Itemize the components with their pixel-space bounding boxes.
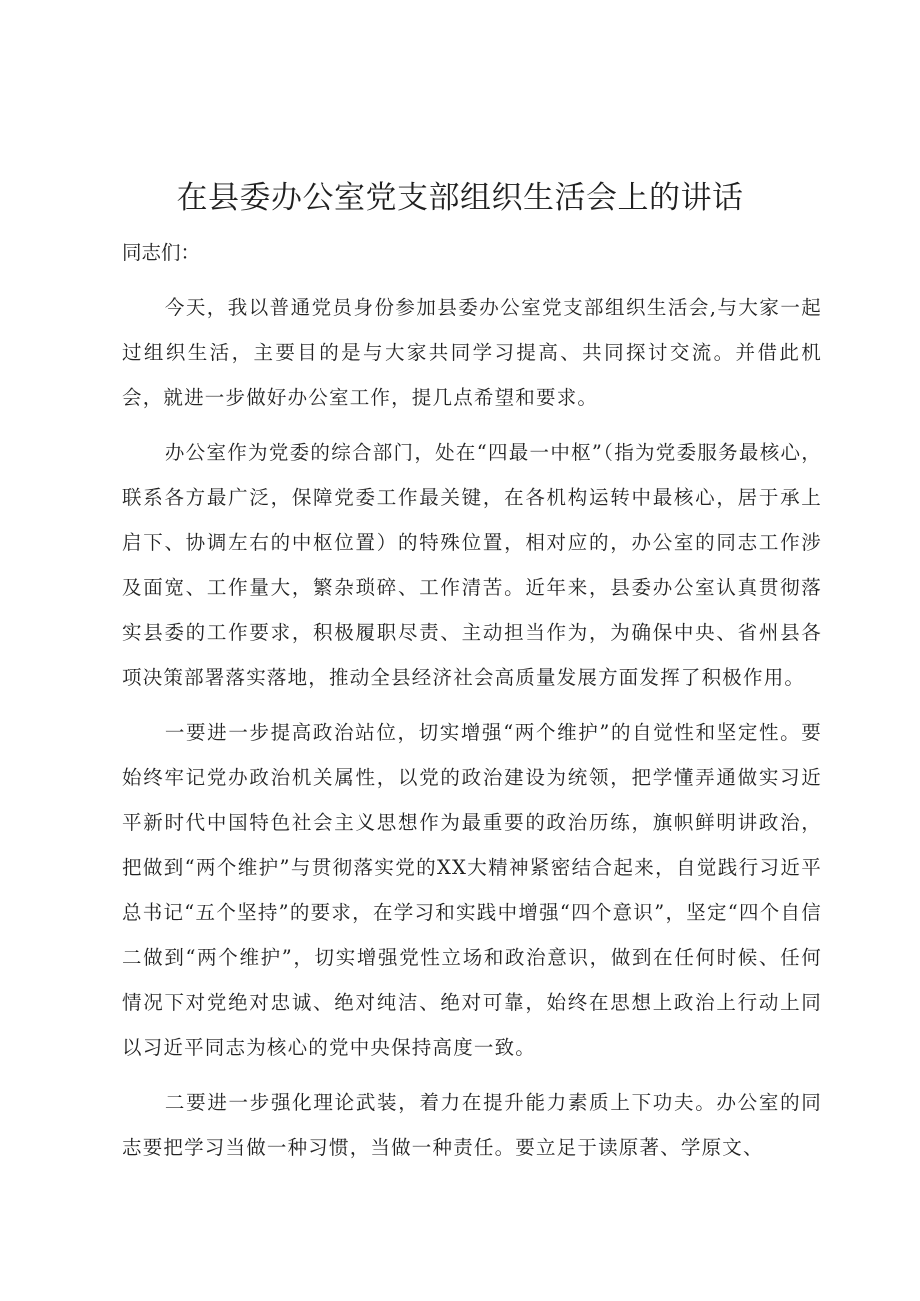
paragraph-point-two: 二要进一步强化理论武装，着力在提升能力素质上下功夫。办公室的同志要把学习当做一种习惯，当做一种责任。要立足于读原著、学原文、	[122, 1091, 822, 1159]
salutation: 同志们：	[122, 241, 201, 264]
document-title: 在县委办公室党支部组织生活会上的讲话	[176, 180, 744, 216]
paragraph-office-role: 办公室作为党委的综合部门，处在“四最一中枢”（指为党委服务最核心，联系各方最广泛，保障党委工作最关键，在各机构运转中最核心，居于承上启下、协调左右的中枢位置）的特殊位置，相对应的，办公室的同志工作涉及面宽、工作量大，繁杂琐碎、工作清苦。近年来，县委办公室认真贯彻落实县委的工作要求，积极履职尽责、主动担当作为，为确保中央、省州县各项决策部署落实落地，推动全县经济社会高质量发展方面发挥了积极作用。	[122, 441, 822, 689]
paragraph-intro: 今天，我以普通党员身份参加县委办公室党支部组织生活会,与大家一起过组织生活，主要目的是与大家共同学习提高、共同探讨交流。并借此机会，就进一步做好办公室工作，提几点希望和要求。	[122, 296, 822, 409]
paragraph-point-one: 一要进一步提高政治站位，切实增强“两个维护”的自觉性和坚定性。要始终牢记党办政治机关属性，以党的政治建设为统领，把学懂弄通做实习近平新时代中国特色社会主义思想作为最重要的政治历练，旗帜鲜明讲政治，把做到“两个维护”与贯彻落实党的XX大精神紧密结合起来，自觉践行习近平总书记“五个坚持”的要求，在学习和实践中增强“四个意识”，坚定“四个自信二做到“两个维护”，切实增强党性立场和政治意识，做到在任何时候、任何情况下对党绝对忠诚、绝对纯洁、绝对可靠，始终在思想上政治上行动上同以习近平同志为核心的党中央保持高度一致。	[122, 721, 822, 1059]
document-body	[122, 230, 822, 1170]
